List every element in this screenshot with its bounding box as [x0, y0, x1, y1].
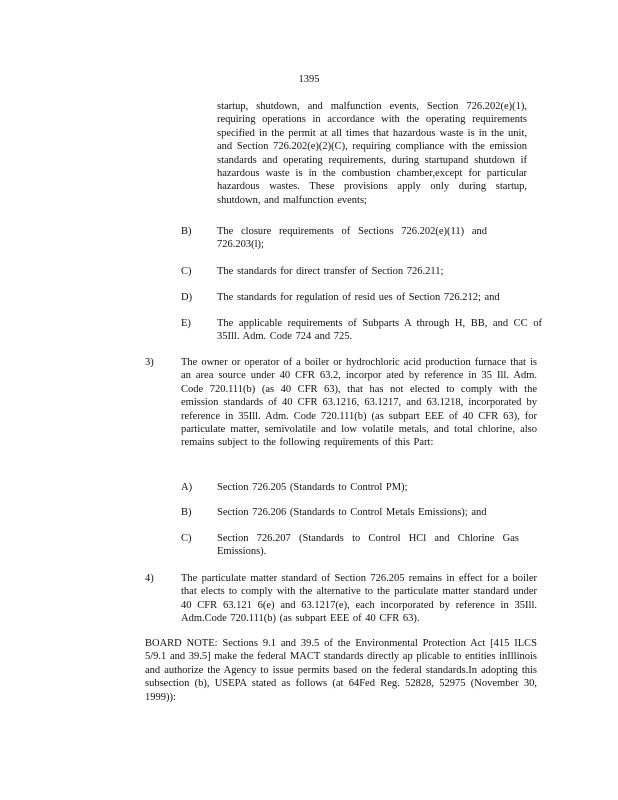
item-3b-text: Section 726.206 (Standards to Control Metals Emissions); and [217, 507, 487, 518]
item-4-text: The particulate matter standard of Section 726.205 remains in effect for a boiler that elects to comply with the alternative to the particulate matter standard under 40 CFR 63.121 6(e) and 63.1217(e), each incorporated by reference in 35Ill. Adm.Code 720.111(b) (as subpart EEE of 40 CFR 63). [181, 573, 537, 625]
item-3a-text: Section 726.205 (Standards to Control PM); [217, 482, 408, 493]
item-3b-label: B) [181, 507, 192, 518]
item-3-text: The owner or operator of a boiler or hydrochloric acid production furnace that is an area source under 40 CFR 63.2, incorpor ated by reference in 35 Ill. Adm. Code 720.111(b) (as 40 CFR 63), that has not elected to comply with the emission standards of 40 CFR 63.1216, 63.1217, and 63.1218, incorporated by reference in 35Ill. Adm. Code 720.111(b) (as subpart EEE of 40 CFR 63), for particulate matter, semivolatile and low volatile metals, and total chlorine, also remains subject to the following requirements of this Part: [181, 357, 537, 449]
item-d-label: D) [181, 292, 193, 303]
item-d-text: The standards for regulation of resid ues of Section 726.212; and [217, 292, 500, 303]
item-4-label: 4) [145, 573, 154, 584]
continuation-paragraph: startup, shutdown, and malfunction events, Section 726.202(e)(1), requiring operations in accordance with the operating requirements specified in the permit at all times that hazardous waste is in the unit, and Section 726.202(e)(2)(C), requiring compliance with the emission standards and operating requirements, during startupand shutdown if hazardous waste is in the combustion chamber,except for particular hazardous wastes. These provisions apply only during startup, shutdown, and malfunction events; [217, 101, 527, 206]
board-note: BOARD NOTE: Sections 9.1 and 39.5 of the Environmental Protection Act [415 ILCS 5/9.1 and 39.5] make the federal MACT standards directly ap plicable to entities inIllinois and authorize the Agency to issue permits based on the federal standards.In adopting this subsection (b), USEPA stated as follows (at 64Fed Reg. 52828, 52975 (November 30, 1999)): [145, 638, 537, 703]
item-b-text: The closure requirements of Sections 726.202(e)(11) and 726.203(l); [217, 226, 487, 251]
item-3-label: 3) [145, 357, 154, 368]
item-e-text: The applicable requirements of Subparts A through H, BB, and CC of 35Ill. Adm. Code 724 and 725. [217, 318, 542, 343]
page-number: 1395 [298, 74, 320, 85]
item-3c-text: Section 726.207 (Standards to Control HCl and Chlorine Gas Emissions). [217, 533, 519, 558]
item-3a-label: A) [181, 482, 193, 493]
item-b-label: B) [181, 226, 192, 237]
item-3c-label: C) [181, 533, 192, 544]
item-e-label: E) [181, 318, 191, 329]
item-c-text: The standards for direct transfer of Section 726.211; [217, 266, 444, 277]
item-c-label: C) [181, 266, 192, 277]
